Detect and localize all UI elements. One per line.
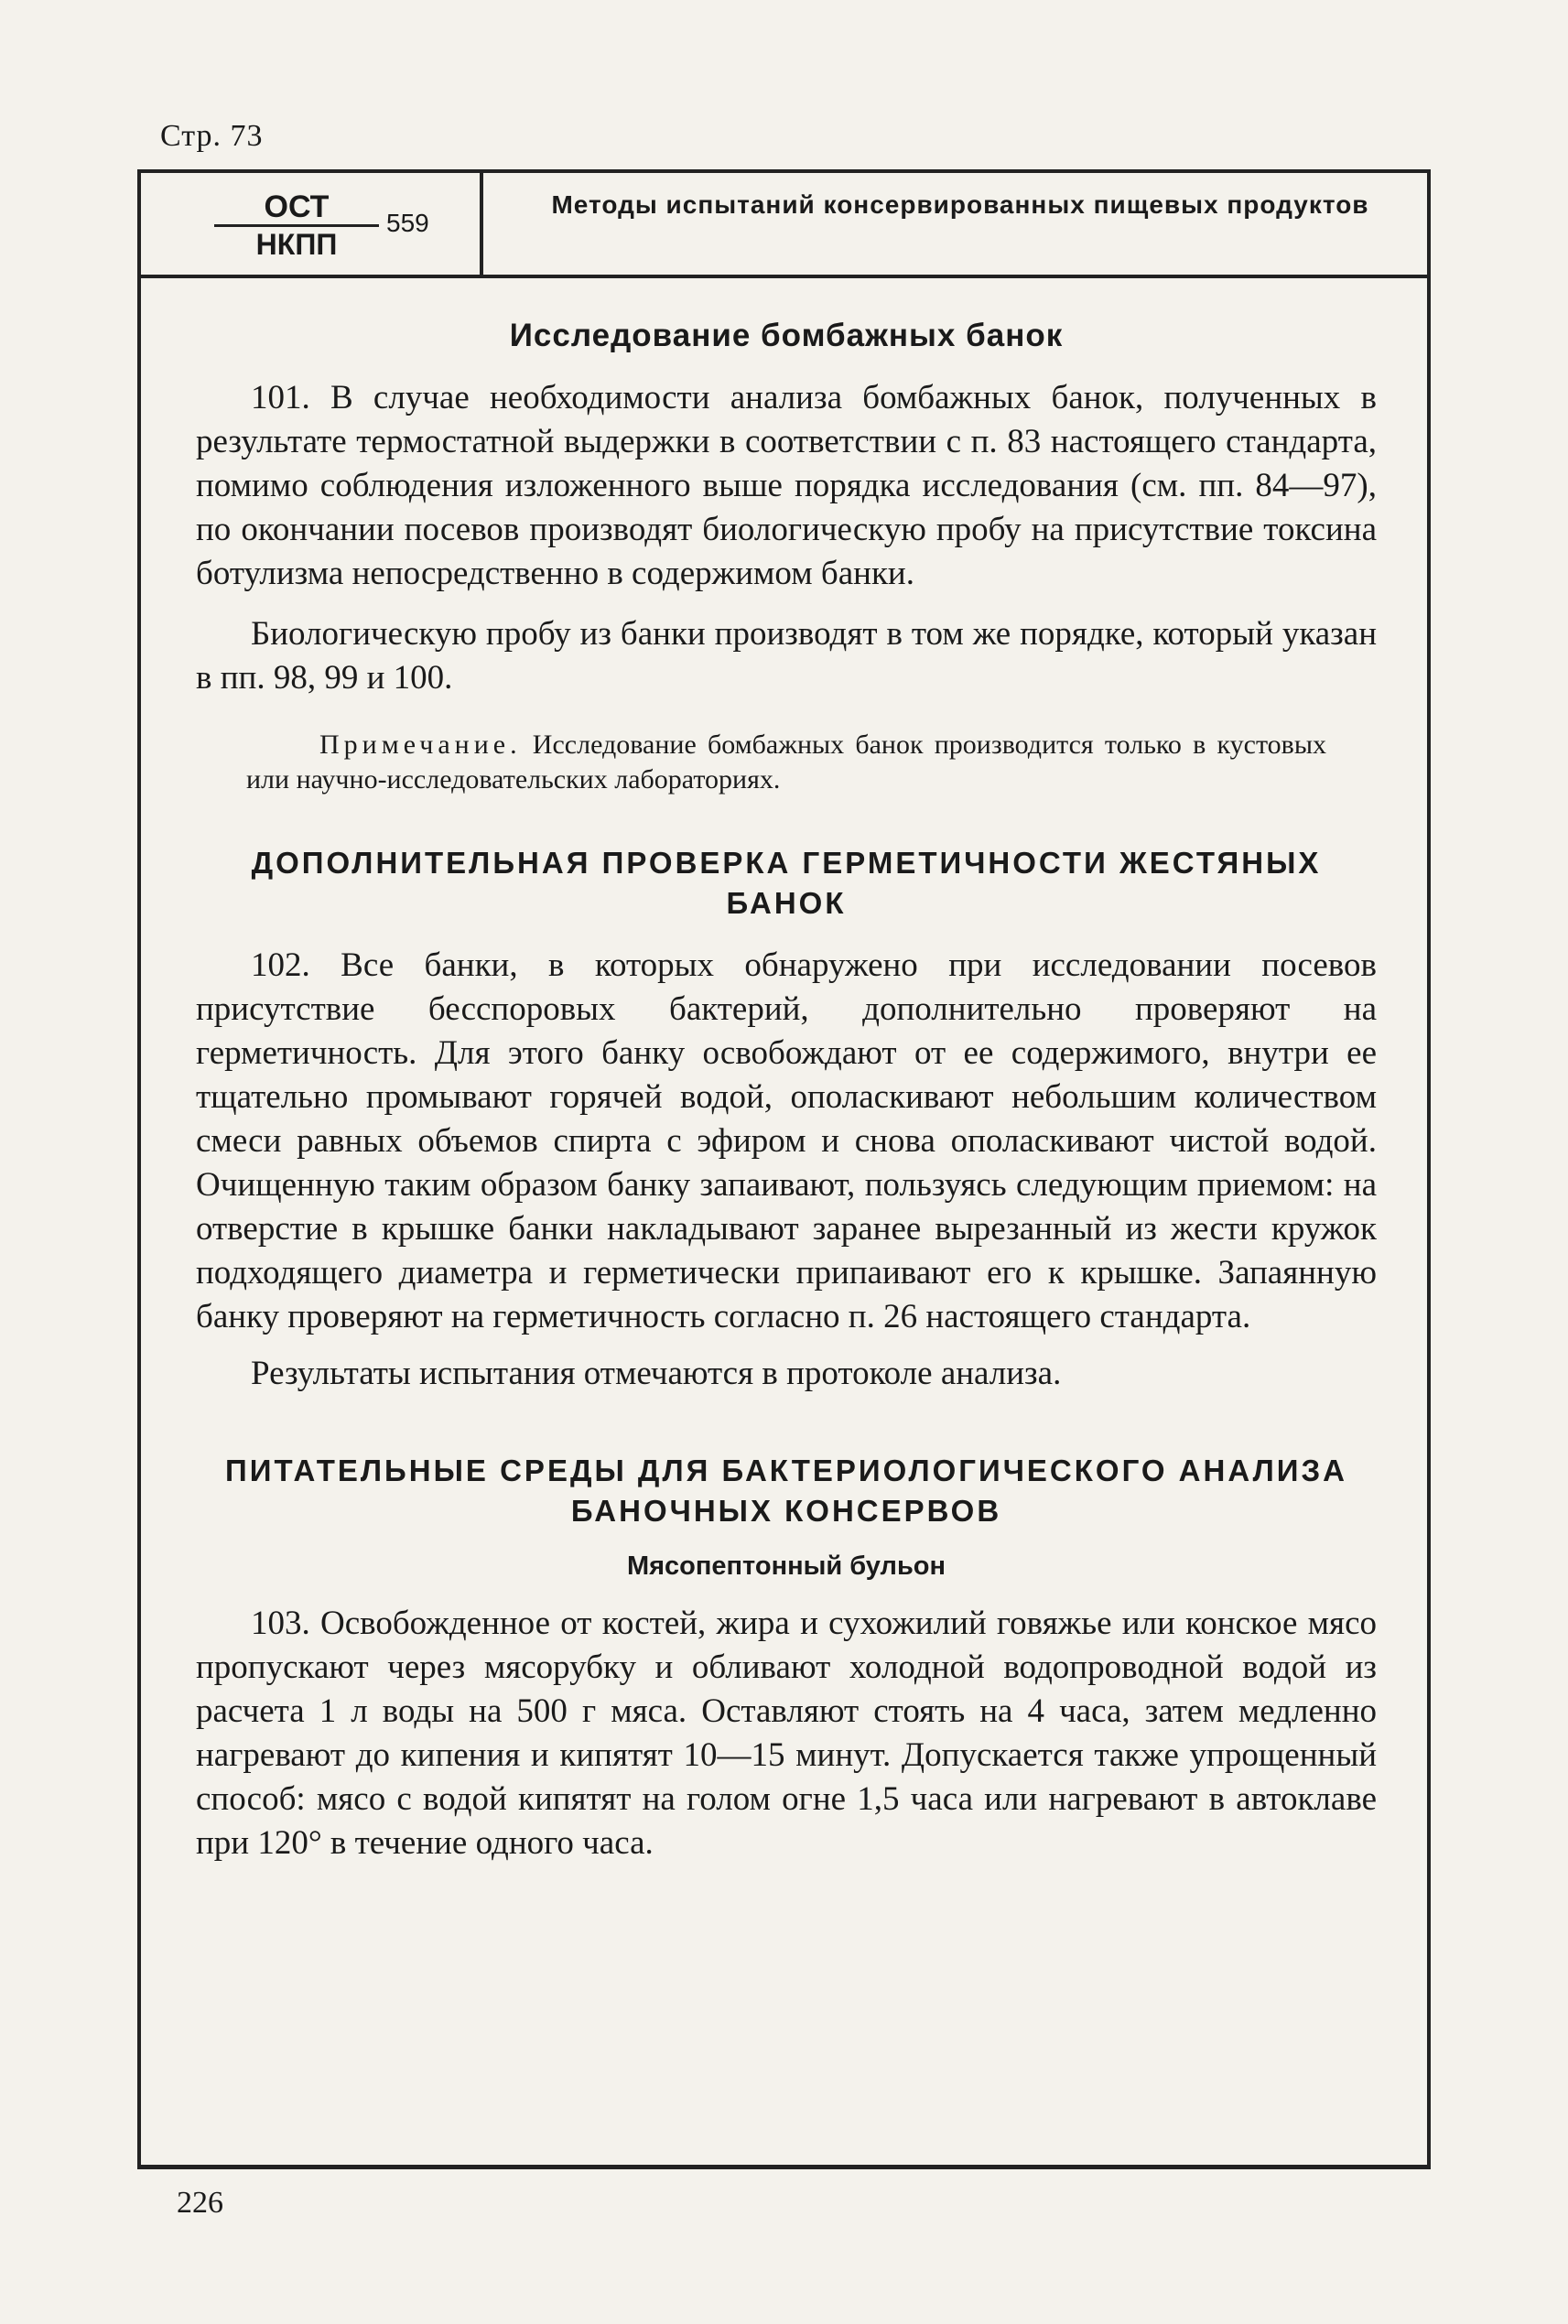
section-heading-tightness-check: ДОПОЛНИТЕЛЬНАЯ ПРОВЕРКА ГЕРМЕТИЧНОСТИ ЖЕСТЯНЫХ БАНОК xyxy=(251,846,1322,920)
frame-bottom-rule xyxy=(141,2165,1427,2169)
standard-code: ОСТ xyxy=(214,189,379,227)
standard-id-block xyxy=(141,169,483,275)
page-frame xyxy=(137,169,1431,2169)
standard-header xyxy=(141,169,1427,278)
section-heading-swollen-cans: Исследование бомбажных банок xyxy=(509,318,1064,353)
page-content xyxy=(196,316,1377,1865)
note-label: Примечание. xyxy=(319,730,522,760)
page-label: Стр. 73 xyxy=(160,119,264,153)
paragraph-101: 101. В случае необходимости анализа бомбажных банок, полученных в результате термостатной выдержки в соответствии с п. 83 настоящего стандарта, помимо соблюдения изложенного выше порядка исследования (см. пп. 84—97), по окончании посевов производят биологическую пробу на присутствие токсина ботулизма непосредственно в содержимом банки. xyxy=(196,379,1377,592)
paragraph-102: 102. Все банки, в которых обнаружено при исследовании посевов присутствие бесспоровых бактерий, дополнительно проверяют на герметичность. Для этого банку освобождают от ее содержимого, внутри ее тщательно промывают горячей водой, ополаскивают небольшим количеством смеси равных объемов спирта с эфиром и снова ополаскивают чистой водой. Очищенную таким образом банку запаивают, пользуясь следующим приемом: на отверстие в крышке банки накладывают заранее вырезанный из жести кружок подходящего диаметра и герметически припаивают его к крышке. Запаянную банку проверяют на герметичность согласно п. 26 настоящего стандарта. xyxy=(196,946,1377,1335)
page-number: 226 xyxy=(177,2186,223,2220)
standard-title: Методы испытаний консервированных пищевых продуктов xyxy=(551,190,1369,219)
paragraph-103: 103. Освобожденное от костей, жира и сухожилий говяжье или конское мясо пропускают через мясорубку и обливают холодной водопроводной водой из расчета 1 л воды на 500 г мяса. Оставляют стоять на 4 часа, затем медленно нагревают до кипения и кипятят 10—15 минут. Допускается также упрощенный способ: мясо с водой кипятят на голом огне 1,5 часа или нагревают в автоклаве при 120° в течение одного часа. xyxy=(196,1605,1377,1862)
subheading-meat-peptone-broth: Мясопептонный бульон xyxy=(626,1551,946,1581)
paragraph-101-bio-test: Биологическую пробу из банки производят в том же порядке, который указан в пп. 98, 99 и 100. xyxy=(196,615,1377,697)
standard-authority: НКПП xyxy=(255,228,338,261)
note xyxy=(196,728,1377,797)
section-heading-nutrient-media: ПИТАТЕЛЬНЫЕ СРЕДЫ ДЛЯ БАКТЕРИОЛОГИЧЕСКОГО АНАЛИЗА БАНОЧНЫХ КОНСЕРВОВ xyxy=(225,1454,1347,1528)
paragraph-102-results: Результаты испытания отмечаются в протоколе анализа. xyxy=(251,1355,1062,1392)
note-text: Исследование бомбажных банок производится только в кустовых или научно-исследовательских лабораториях. xyxy=(246,730,1326,794)
standard-number: 559 xyxy=(386,209,429,237)
